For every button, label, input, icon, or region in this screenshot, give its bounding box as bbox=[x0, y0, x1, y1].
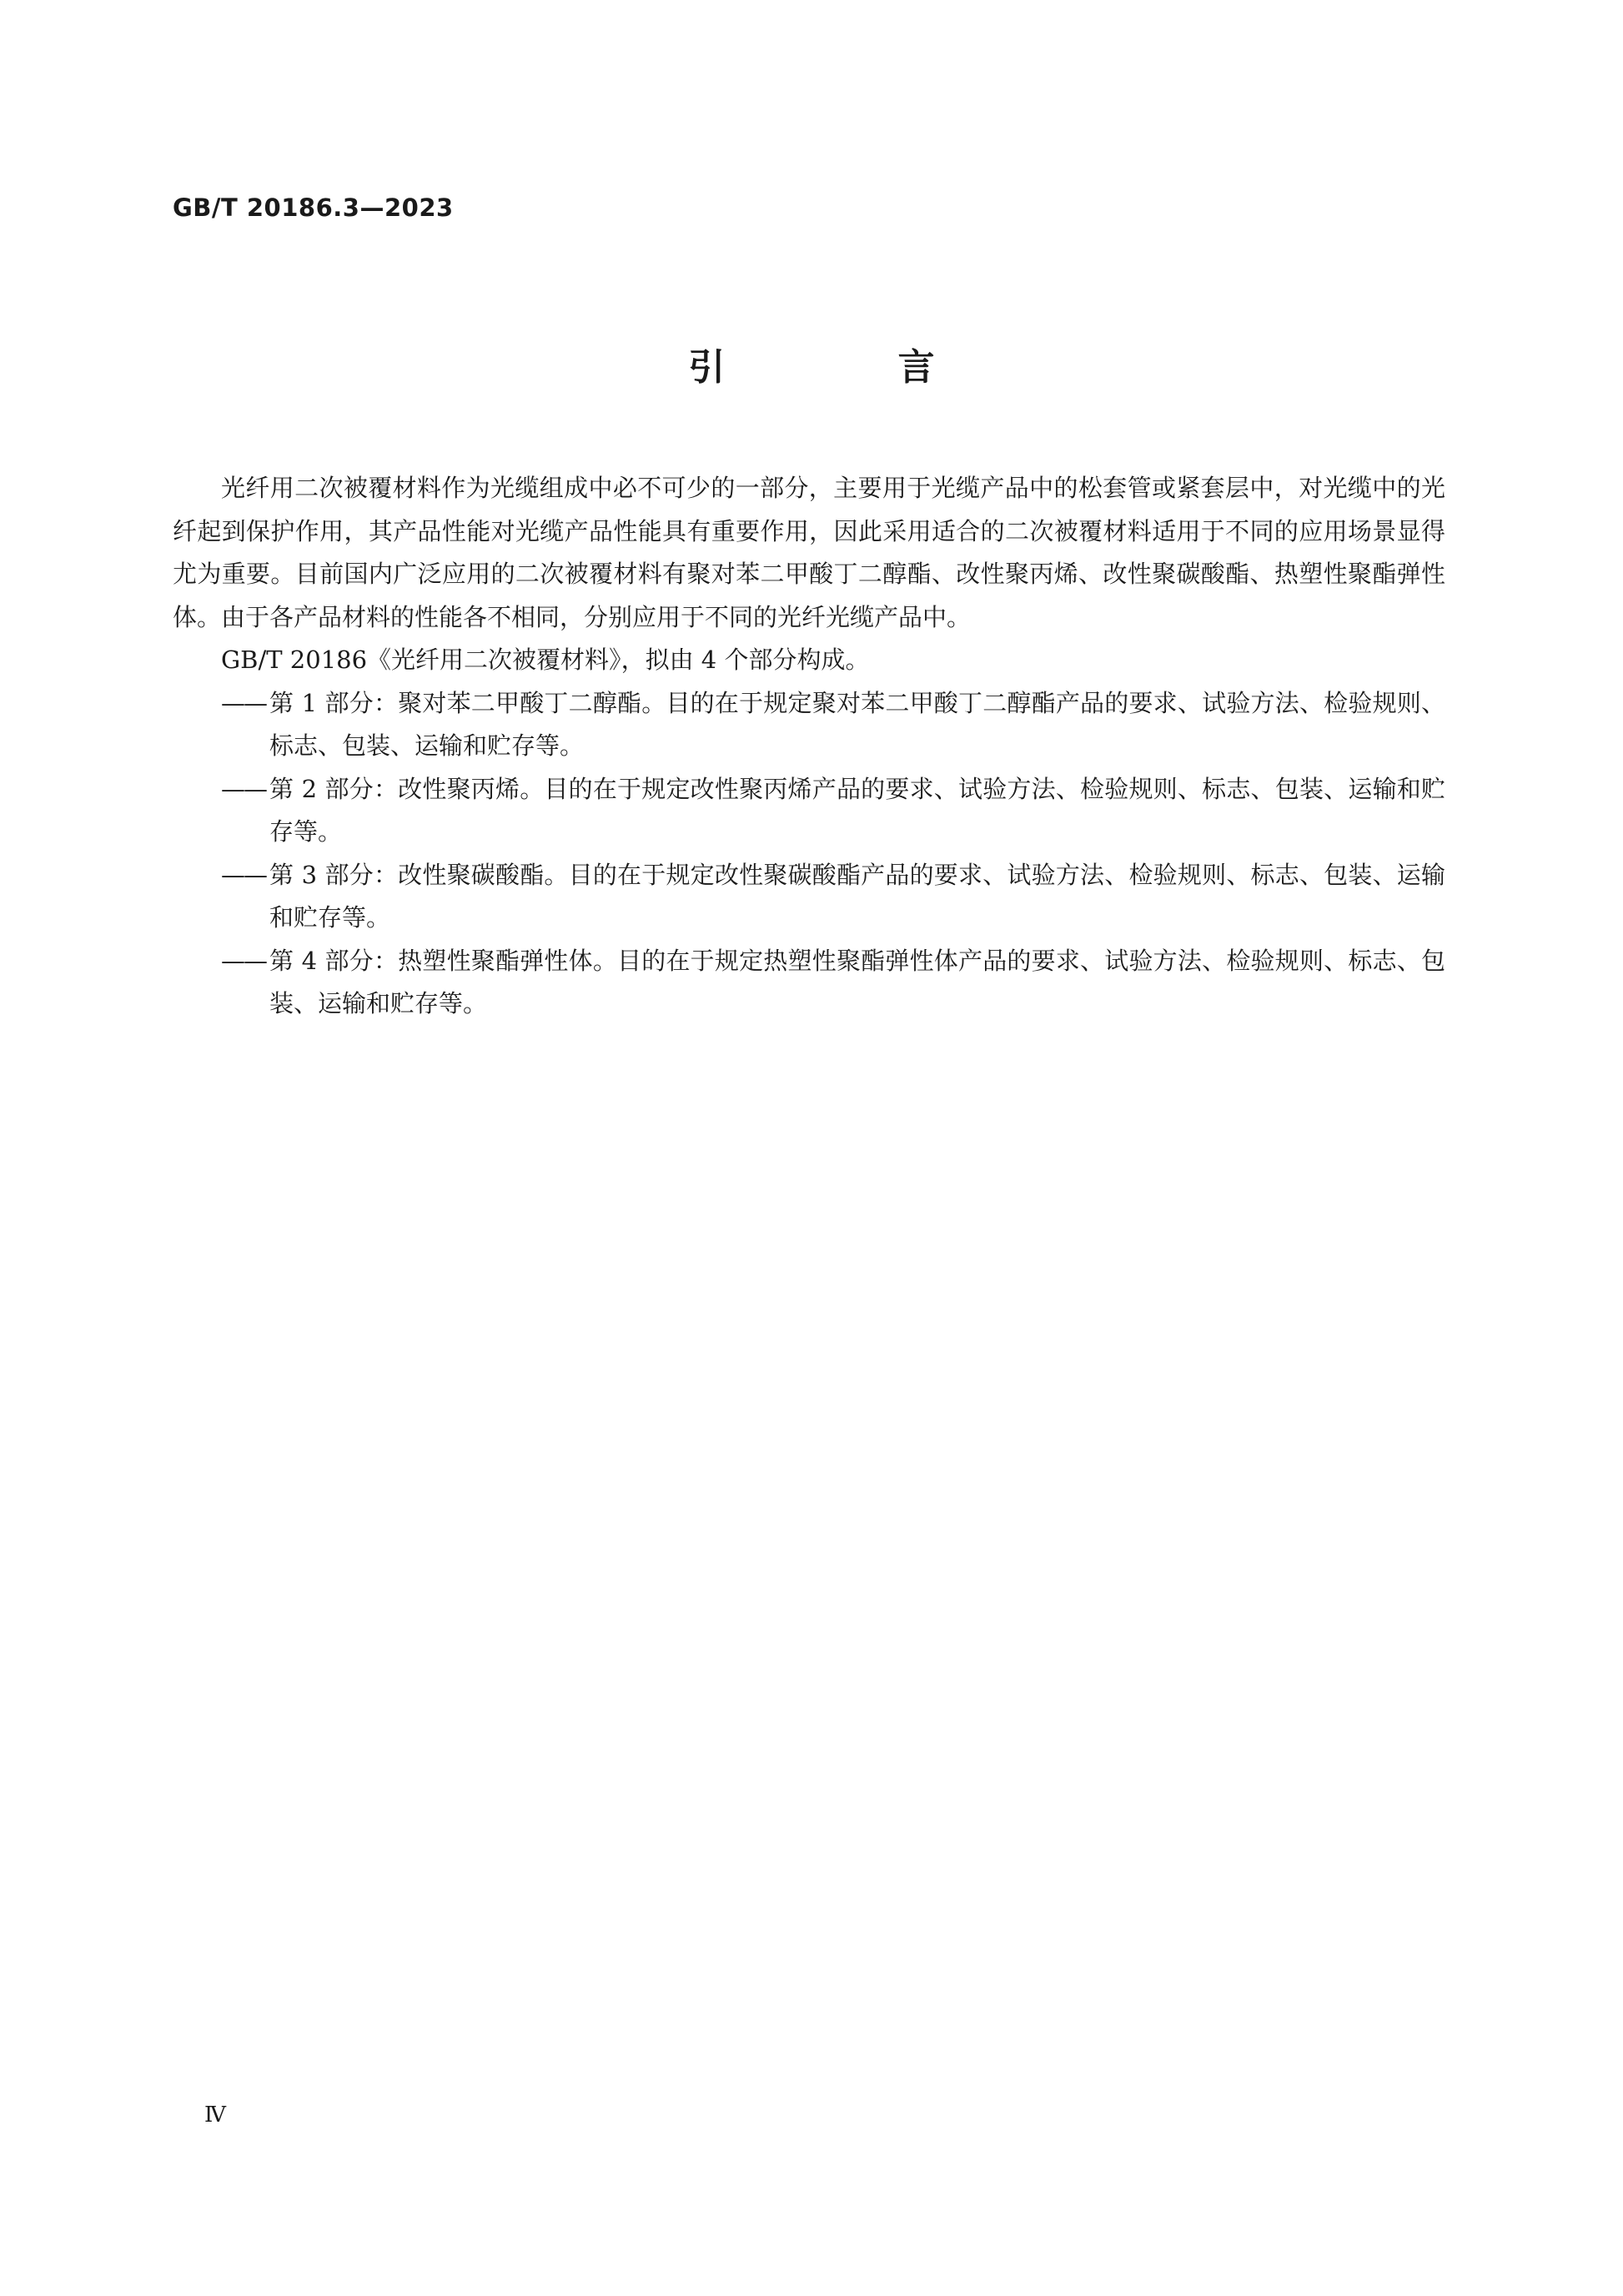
parts-overview-paragraph: GB/T 20186《光纤用二次被覆材料》，拟由 4 个部分构成。 bbox=[221, 646, 870, 674]
part-1-text: 第 1 部分：聚对苯二甲酸丁二醇酯。目的在于规定聚对苯二甲酸丁二醇酯产品的要求、试验方法、检验规则、标志、包装、运输和贮存等。 bbox=[269, 688, 1445, 760]
page-title: 引 言 bbox=[688, 346, 1015, 389]
part-3-text: 第 3 部分：改性聚碳酸酯。目的在于规定改性聚碳酸酯产品的要求、试验方法、检验规则、标志、包装、运输和贮存等。 bbox=[269, 860, 1445, 932]
part-2-text: 第 2 部分：改性聚丙烯。目的在于规定改性聚丙烯产品的要求、试验方法、检验规则、标志、包装、运输和贮存等。 bbox=[269, 774, 1445, 846]
list-dash: —— bbox=[221, 688, 266, 717]
list-item bbox=[173, 682, 1445, 768]
parts-list bbox=[173, 682, 1445, 1026]
part-4-text: 第 4 部分：热塑性聚酯弹性体。目的在于规定热塑性聚酯弹性体产品的要求、试验方法、检验规则、标志、包装、运输和贮存等。 bbox=[269, 946, 1445, 1017]
list-item bbox=[173, 854, 1445, 940]
list-item bbox=[173, 768, 1445, 854]
list-dash: —— bbox=[221, 774, 266, 803]
page-number: Ⅳ bbox=[204, 2103, 226, 2128]
intro-paragraph: 光纤用二次被覆材料作为光缆组成中必不可少的一部分，主要用于光缆产品中的松套管或紧套层中，对光缆中的光纤起到保护作用，其产品性能对光缆产品性能具有重要作用，因此采用适合的二次被覆材料适用于不同的应用场景显得尤为重要。目前国内广泛应用的二次被覆材料有聚对苯二甲酸丁二醇酯、改性聚丙烯、改性聚碳酸酯、热塑性聚酯弹性体。由于各产品材料的性能各不相同，分别应用于不同的光纤光缆产品中。 bbox=[173, 474, 1445, 631]
list-dash: —— bbox=[221, 860, 266, 889]
introduction-body bbox=[173, 467, 1445, 1026]
list-item bbox=[173, 940, 1445, 1026]
standard-code: GB/T 20186.3—2023 bbox=[173, 193, 454, 222]
list-dash: —— bbox=[221, 946, 266, 975]
